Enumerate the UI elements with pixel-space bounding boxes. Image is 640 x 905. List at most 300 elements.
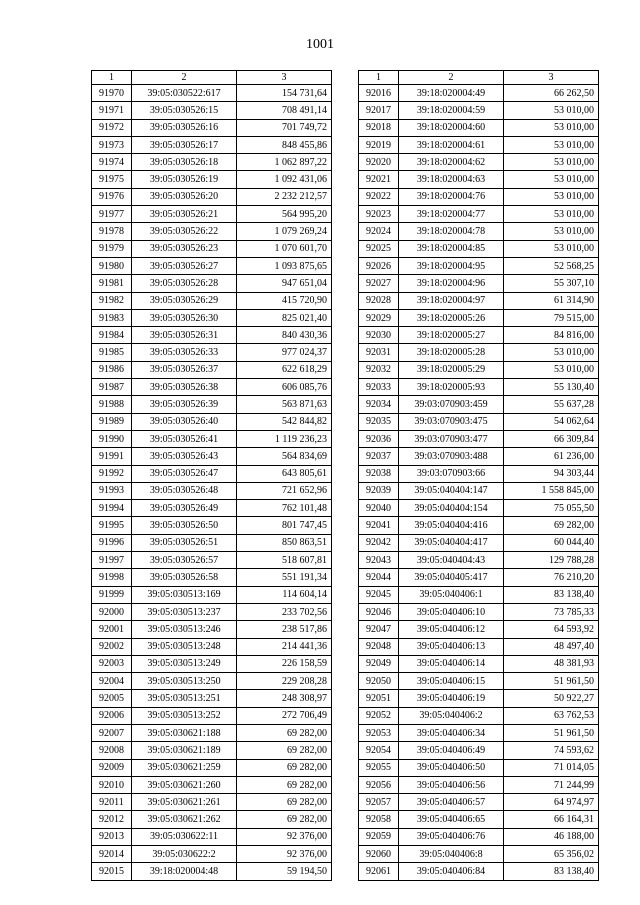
row-number-cell: 92054 [359, 742, 399, 759]
row-number-cell: 92027 [359, 275, 399, 292]
value-cell: 55 637,28 [504, 396, 599, 413]
row-number-cell: 92057 [359, 794, 399, 811]
table-row [92, 430, 332, 447]
cadastral-number-cell: 39:05:030526:16 [132, 119, 237, 136]
table-row [359, 448, 599, 465]
cadastral-number-cell: 39:05:030526:58 [132, 569, 237, 586]
table-row [92, 327, 332, 344]
table-row [92, 794, 332, 811]
header-row [92, 71, 332, 85]
row-number-cell: 92029 [359, 309, 399, 326]
table-row [92, 534, 332, 551]
cadastral-number-cell: 39:18:020004:62 [399, 154, 504, 171]
cadastral-number-cell: 39:18:020004:61 [399, 136, 504, 153]
value-cell: 53 010,00 [504, 102, 599, 119]
table-row [92, 292, 332, 309]
table-row [92, 673, 332, 690]
row-number-cell: 91979 [92, 240, 132, 257]
value-cell: 272 706,49 [237, 707, 332, 724]
cadastral-number-cell: 39:18:020004:60 [399, 119, 504, 136]
value-cell: 53 010,00 [504, 240, 599, 257]
cadastral-number-cell: 39:05:040406:8 [399, 846, 504, 863]
row-number-cell: 91970 [92, 85, 132, 102]
column-header: 1 [92, 71, 132, 85]
row-number-cell: 92032 [359, 361, 399, 378]
table-row [92, 448, 332, 465]
row-number-cell: 92060 [359, 846, 399, 863]
cadastral-number-cell: 39:03:070903:475 [399, 413, 504, 430]
row-number-cell: 92049 [359, 655, 399, 672]
page-number: 1001 [306, 37, 334, 52]
cadastral-number-cell: 39:18:020004:76 [399, 188, 504, 205]
table-row [92, 482, 332, 499]
table-row [92, 240, 332, 257]
table-row [92, 569, 332, 586]
row-number-cell: 91980 [92, 257, 132, 274]
value-cell: 92 376,00 [237, 846, 332, 863]
value-cell: 226 158,59 [237, 655, 332, 672]
cadastral-number-cell: 39:18:020004:95 [399, 257, 504, 274]
cadastral-number-cell: 39:18:020005:29 [399, 361, 504, 378]
value-cell: 65 356,02 [504, 846, 599, 863]
table-row [92, 828, 332, 845]
row-number-cell: 92003 [92, 655, 132, 672]
table-row [92, 171, 332, 188]
row-number-cell: 92014 [92, 846, 132, 863]
left-table [91, 70, 332, 881]
cadastral-number-cell: 39:18:020004:59 [399, 102, 504, 119]
cadastral-number-cell: 39:18:020004:77 [399, 206, 504, 223]
table-row [359, 690, 599, 707]
value-cell: 71 014,05 [504, 759, 599, 776]
cadastral-number-cell: 39:18:020005:28 [399, 344, 504, 361]
cadastral-number-cell: 39:05:030621:262 [132, 811, 237, 828]
row-number-cell: 92009 [92, 759, 132, 776]
value-cell: 762 101,48 [237, 500, 332, 517]
row-number-cell: 92043 [359, 552, 399, 569]
value-cell: 606 085,76 [237, 379, 332, 396]
cadastral-number-cell: 39:05:030513:248 [132, 638, 237, 655]
value-cell: 53 010,00 [504, 361, 599, 378]
row-number-cell: 91983 [92, 309, 132, 326]
cadastral-number-cell: 39:05:030621:260 [132, 776, 237, 793]
table-row [359, 240, 599, 257]
table-row [92, 309, 332, 326]
table-row [359, 846, 599, 863]
cadastral-number-cell: 39:05:030526:19 [132, 171, 237, 188]
value-cell: 55 130,40 [504, 379, 599, 396]
cadastral-number-cell: 39:05:030526:39 [132, 396, 237, 413]
cadastral-number-cell: 39:05:030526:29 [132, 292, 237, 309]
row-number-cell: 92033 [359, 379, 399, 396]
value-cell: 46 188,00 [504, 828, 599, 845]
table-row [359, 603, 599, 620]
row-number-cell: 92039 [359, 482, 399, 499]
row-number-cell: 91991 [92, 448, 132, 465]
value-cell: 51 961,50 [504, 724, 599, 741]
row-number-cell: 91985 [92, 344, 132, 361]
value-cell: 238 517,86 [237, 621, 332, 638]
table-row [92, 707, 332, 724]
value-cell: 83 138,40 [504, 586, 599, 603]
cadastral-number-cell: 39:05:030621:188 [132, 724, 237, 741]
row-number-cell: 91972 [92, 119, 132, 136]
table-row [359, 413, 599, 430]
row-number-cell: 91975 [92, 171, 132, 188]
table-row [92, 552, 332, 569]
row-number-cell: 92002 [92, 638, 132, 655]
cadastral-number-cell: 39:05:030526:57 [132, 552, 237, 569]
table-row [359, 206, 599, 223]
table-row [359, 379, 599, 396]
table-row [359, 707, 599, 724]
cadastral-number-cell: 39:05:030526:28 [132, 275, 237, 292]
value-cell: 69 282,00 [237, 776, 332, 793]
table-row [92, 638, 332, 655]
table-row [92, 257, 332, 274]
row-number-cell: 92005 [92, 690, 132, 707]
row-number-cell: 92021 [359, 171, 399, 188]
cadastral-number-cell: 39:05:040406:2 [399, 707, 504, 724]
value-cell: 53 010,00 [504, 206, 599, 223]
table-row [92, 465, 332, 482]
value-cell: 75 055,50 [504, 500, 599, 517]
table-row [92, 586, 332, 603]
value-cell: 840 430,36 [237, 327, 332, 344]
cadastral-number-cell: 39:05:030526:20 [132, 188, 237, 205]
table-row [359, 396, 599, 413]
row-number-cell: 92036 [359, 430, 399, 447]
value-cell: 1 093 875,65 [237, 257, 332, 274]
row-number-cell: 91995 [92, 517, 132, 534]
cadastral-number-cell: 39:05:040406:10 [399, 603, 504, 620]
column-header: 2 [399, 71, 504, 85]
table-row [92, 863, 332, 880]
row-number-cell: 92058 [359, 811, 399, 828]
table-row [359, 188, 599, 205]
value-cell: 850 863,51 [237, 534, 332, 551]
table-row [359, 673, 599, 690]
row-number-cell: 92052 [359, 707, 399, 724]
row-number-cell: 92020 [359, 154, 399, 171]
cadastral-number-cell: 39:18:020004:48 [132, 863, 237, 880]
row-number-cell: 92007 [92, 724, 132, 741]
table-row [359, 119, 599, 136]
value-cell: 69 282,00 [237, 759, 332, 776]
cadastral-number-cell: 39:05:040406:13 [399, 638, 504, 655]
table-row [92, 603, 332, 620]
row-number-cell: 92053 [359, 724, 399, 741]
cadastral-number-cell: 39:03:070903:477 [399, 430, 504, 447]
table-row [359, 223, 599, 240]
table-row [92, 690, 332, 707]
value-cell: 52 568,25 [504, 257, 599, 274]
row-number-cell: 92030 [359, 327, 399, 344]
table-row [359, 794, 599, 811]
value-cell: 2 232 212,57 [237, 188, 332, 205]
cadastral-number-cell: 39:05:030513:251 [132, 690, 237, 707]
table-row [92, 85, 332, 102]
cadastral-number-cell: 39:05:030526:48 [132, 482, 237, 499]
table-row [92, 724, 332, 741]
cadastral-number-cell: 39:05:040404:154 [399, 500, 504, 517]
row-number-cell: 91974 [92, 154, 132, 171]
value-cell: 64 974,97 [504, 794, 599, 811]
value-cell: 947 651,04 [237, 275, 332, 292]
value-cell: 825 021,40 [237, 309, 332, 326]
table-row [92, 517, 332, 534]
table-row [92, 396, 332, 413]
cadastral-number-cell: 39:05:030526:27 [132, 257, 237, 274]
table-row [92, 379, 332, 396]
value-cell: 48 497,40 [504, 638, 599, 655]
value-cell: 53 010,00 [504, 119, 599, 136]
table-row [359, 275, 599, 292]
column-header: 1 [359, 71, 399, 85]
table-row [92, 188, 332, 205]
table-row [92, 154, 332, 171]
table-row [359, 136, 599, 153]
cadastral-number-cell: 39:05:040404:417 [399, 534, 504, 551]
row-number-cell: 92050 [359, 673, 399, 690]
value-cell: 1 079 269,24 [237, 223, 332, 240]
value-cell: 53 010,00 [504, 171, 599, 188]
row-number-cell: 91976 [92, 188, 132, 205]
cadastral-number-cell: 39:05:040406:57 [399, 794, 504, 811]
row-number-cell: 92037 [359, 448, 399, 465]
value-cell: 69 282,00 [504, 517, 599, 534]
table-row [92, 500, 332, 517]
row-number-cell: 92034 [359, 396, 399, 413]
value-cell: 53 010,00 [504, 344, 599, 361]
cadastral-number-cell: 39:05:030526:47 [132, 465, 237, 482]
row-number-cell: 92013 [92, 828, 132, 845]
table-row [359, 863, 599, 880]
row-number-cell: 91993 [92, 482, 132, 499]
cadastral-number-cell: 39:05:030526:49 [132, 500, 237, 517]
row-number-cell: 92000 [92, 603, 132, 620]
value-cell: 61 314,90 [504, 292, 599, 309]
row-number-cell: 92061 [359, 863, 399, 880]
value-cell: 92 376,00 [237, 828, 332, 845]
row-number-cell: 92001 [92, 621, 132, 638]
table-row [359, 811, 599, 828]
row-number-cell: 91990 [92, 430, 132, 447]
cadastral-number-cell: 39:05:030526:31 [132, 327, 237, 344]
value-cell: 66 164,31 [504, 811, 599, 828]
value-cell: 415 720,90 [237, 292, 332, 309]
row-number-cell: 92056 [359, 776, 399, 793]
value-cell: 66 262,50 [504, 85, 599, 102]
cadastral-number-cell: 39:18:020005:93 [399, 379, 504, 396]
value-cell: 643 805,61 [237, 465, 332, 482]
table-row [359, 569, 599, 586]
value-cell: 248 308,97 [237, 690, 332, 707]
cadastral-number-cell: 39:18:020004:49 [399, 85, 504, 102]
cadastral-number-cell: 39:05:030522:617 [132, 85, 237, 102]
row-number-cell: 92004 [92, 673, 132, 690]
cadastral-number-cell: 39:05:030513:169 [132, 586, 237, 603]
right-table [358, 70, 599, 881]
row-number-cell: 91992 [92, 465, 132, 482]
value-cell: 51 961,50 [504, 673, 599, 690]
cadastral-number-cell: 39:05:030621:259 [132, 759, 237, 776]
cadastral-number-cell: 39:05:040406:15 [399, 673, 504, 690]
row-number-cell: 91994 [92, 500, 132, 517]
cadastral-number-cell: 39:05:040406:49 [399, 742, 504, 759]
table-row [359, 500, 599, 517]
row-number-cell: 92019 [359, 136, 399, 153]
value-cell: 76 210,20 [504, 569, 599, 586]
row-number-cell: 92017 [359, 102, 399, 119]
table-row [359, 552, 599, 569]
cadastral-number-cell: 39:05:030513:237 [132, 603, 237, 620]
cadastral-number-cell: 39:05:030513:250 [132, 673, 237, 690]
value-cell: 63 762,53 [504, 707, 599, 724]
table-row [359, 154, 599, 171]
row-number-cell: 92006 [92, 707, 132, 724]
row-number-cell: 91981 [92, 275, 132, 292]
cadastral-number-cell: 39:05:030621:189 [132, 742, 237, 759]
row-number-cell: 92044 [359, 569, 399, 586]
value-cell: 50 922,27 [504, 690, 599, 707]
table-row [92, 223, 332, 240]
value-cell: 84 816,00 [504, 327, 599, 344]
column-header: 2 [132, 71, 237, 85]
cadastral-number-cell: 39:05:030513:246 [132, 621, 237, 638]
cadastral-number-cell: 39:05:040406:12 [399, 621, 504, 638]
cadastral-number-cell: 39:05:030526:23 [132, 240, 237, 257]
value-cell: 53 010,00 [504, 154, 599, 171]
cadastral-number-cell: 39:05:030526:40 [132, 413, 237, 430]
cadastral-number-cell: 39:05:040406:76 [399, 828, 504, 845]
row-number-cell: 92042 [359, 534, 399, 551]
value-cell: 66 309,84 [504, 430, 599, 447]
table-row [359, 465, 599, 482]
value-cell: 69 282,00 [237, 794, 332, 811]
row-number-cell: 92018 [359, 119, 399, 136]
value-cell: 54 062,64 [504, 413, 599, 430]
table-row [359, 638, 599, 655]
row-number-cell: 92010 [92, 776, 132, 793]
table-row [92, 621, 332, 638]
cadastral-number-cell: 39:05:040406:19 [399, 690, 504, 707]
cadastral-number-cell: 39:18:020004:96 [399, 275, 504, 292]
cadastral-number-cell: 39:18:020005:26 [399, 309, 504, 326]
table-row [359, 482, 599, 499]
table-row [359, 102, 599, 119]
cadastral-number-cell: 39:05:040406:56 [399, 776, 504, 793]
table-row [359, 742, 599, 759]
cadastral-number-cell: 39:18:020004:85 [399, 240, 504, 257]
value-cell: 848 455,86 [237, 136, 332, 153]
value-cell: 79 515,00 [504, 309, 599, 326]
table-row [359, 309, 599, 326]
cadastral-number-cell: 39:05:030513:249 [132, 655, 237, 672]
row-number-cell: 92026 [359, 257, 399, 274]
value-cell: 229 208,28 [237, 673, 332, 690]
row-number-cell: 92051 [359, 690, 399, 707]
value-cell: 69 282,00 [237, 811, 332, 828]
value-cell: 622 618,29 [237, 361, 332, 378]
value-cell: 563 871,63 [237, 396, 332, 413]
row-number-cell: 92048 [359, 638, 399, 655]
column-header: 3 [504, 71, 599, 85]
row-number-cell: 91987 [92, 379, 132, 396]
cadastral-number-cell: 39:03:070903:488 [399, 448, 504, 465]
table-row [359, 776, 599, 793]
value-cell: 977 024,37 [237, 344, 332, 361]
table-row [92, 275, 332, 292]
value-cell: 53 010,00 [504, 188, 599, 205]
value-cell: 73 785,33 [504, 603, 599, 620]
value-cell: 1 062 897,22 [237, 154, 332, 171]
row-number-cell: 92035 [359, 413, 399, 430]
value-cell: 64 593,92 [504, 621, 599, 638]
row-number-cell: 91997 [92, 552, 132, 569]
table-row [359, 517, 599, 534]
cadastral-number-cell: 39:05:040406:50 [399, 759, 504, 776]
value-cell: 74 593,62 [504, 742, 599, 759]
table-row [92, 361, 332, 378]
row-number-cell: 92015 [92, 863, 132, 880]
cadastral-number-cell: 39:05:040404:147 [399, 482, 504, 499]
table-row [359, 292, 599, 309]
table-row [359, 759, 599, 776]
row-number-cell: 91986 [92, 361, 132, 378]
cadastral-number-cell: 39:05:030622:2 [132, 846, 237, 863]
table-row [92, 655, 332, 672]
table-row [359, 430, 599, 447]
value-cell: 721 652,96 [237, 482, 332, 499]
row-number-cell: 92012 [92, 811, 132, 828]
row-number-cell: 91998 [92, 569, 132, 586]
cadastral-number-cell: 39:05:030526:33 [132, 344, 237, 361]
value-cell: 114 604,14 [237, 586, 332, 603]
cadastral-number-cell: 39:05:040406:34 [399, 724, 504, 741]
value-cell: 60 044,40 [504, 534, 599, 551]
row-number-cell: 92055 [359, 759, 399, 776]
value-cell: 71 244,99 [504, 776, 599, 793]
value-cell: 564 995,20 [237, 206, 332, 223]
table-row [359, 327, 599, 344]
cadastral-number-cell: 39:18:020004:63 [399, 171, 504, 188]
value-cell: 94 303,44 [504, 465, 599, 482]
row-number-cell: 92028 [359, 292, 399, 309]
cadastral-number-cell: 39:05:030526:41 [132, 430, 237, 447]
table-row [92, 846, 332, 863]
table-row [92, 776, 332, 793]
cadastral-number-cell: 39:05:040404:416 [399, 517, 504, 534]
row-number-cell: 91973 [92, 136, 132, 153]
row-number-cell: 92023 [359, 206, 399, 223]
table-row [92, 119, 332, 136]
column-header: 3 [237, 71, 332, 85]
table-row [359, 85, 599, 102]
value-cell: 59 194,50 [237, 863, 332, 880]
table-row [92, 811, 332, 828]
table-row [359, 344, 599, 361]
cadastral-number-cell: 39:05:030526:17 [132, 136, 237, 153]
value-cell: 53 010,00 [504, 136, 599, 153]
row-number-cell: 91978 [92, 223, 132, 240]
cadastral-number-cell: 39:05:030526:22 [132, 223, 237, 240]
row-number-cell: 92046 [359, 603, 399, 620]
cadastral-number-cell: 39:05:040404:43 [399, 552, 504, 569]
value-cell: 69 282,00 [237, 742, 332, 759]
row-number-cell: 92011 [92, 794, 132, 811]
cadastral-number-cell: 39:05:040406:65 [399, 811, 504, 828]
